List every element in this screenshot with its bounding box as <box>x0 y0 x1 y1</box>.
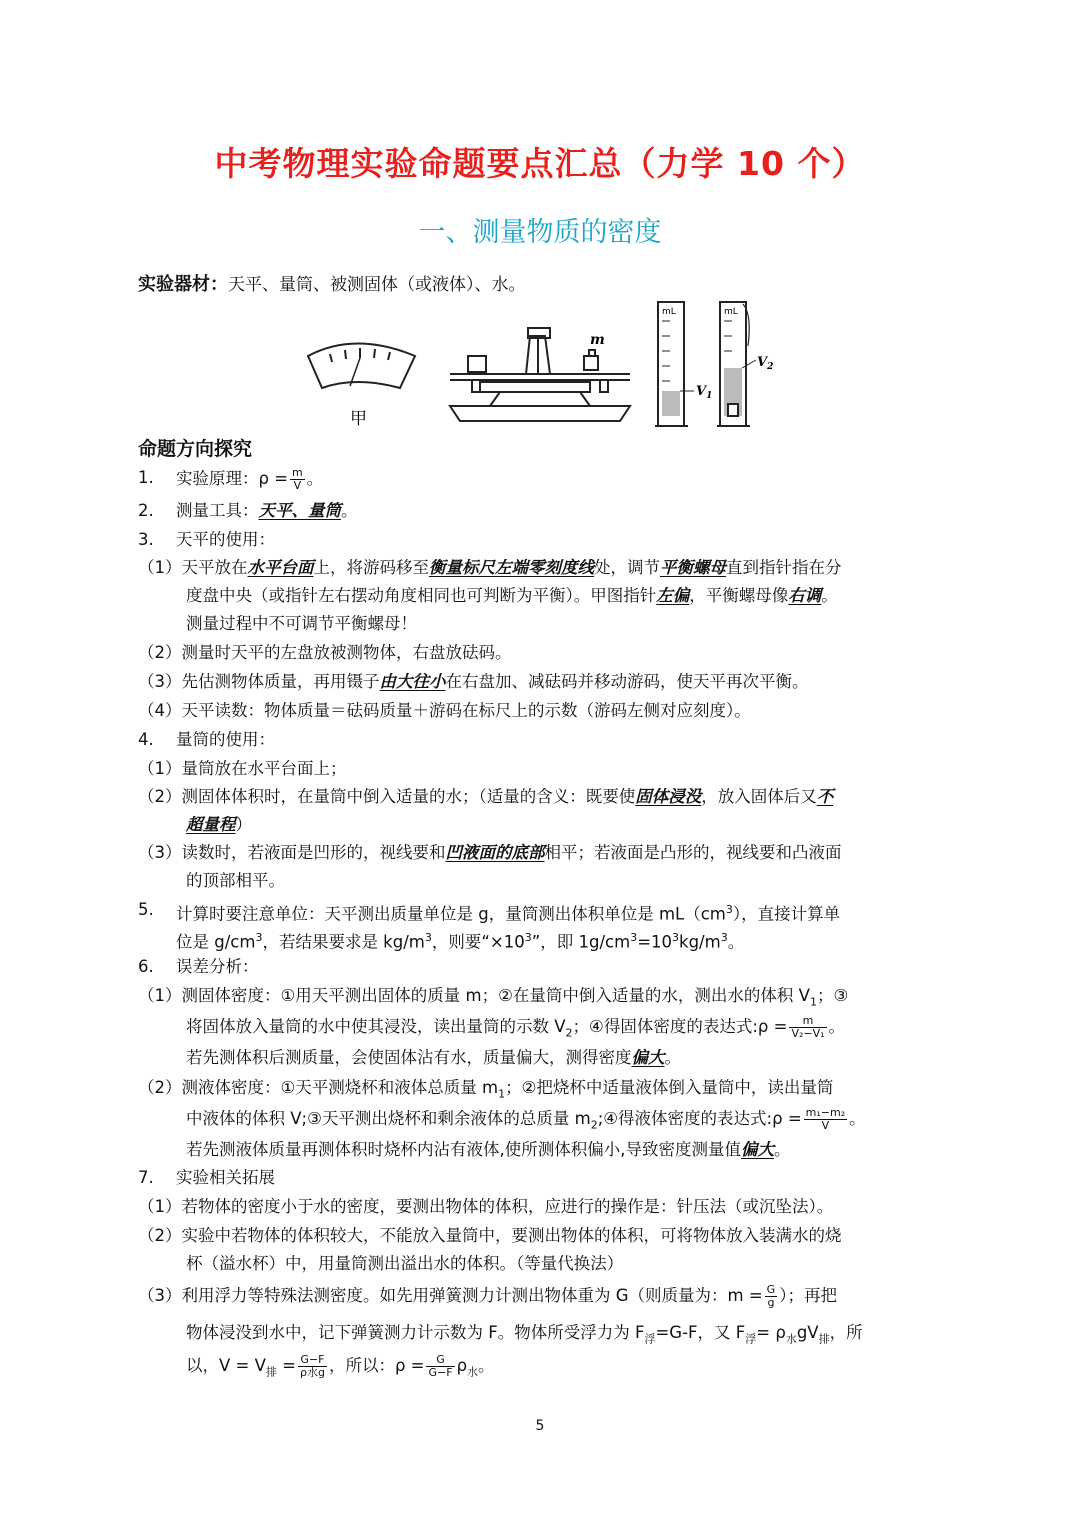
text: 。 <box>828 1017 846 1036</box>
item-6 <box>138 956 259 978</box>
denominator: G−F <box>428 1366 453 1379</box>
subscript: 2 <box>590 1118 598 1132</box>
text: ，所以：ρ = <box>328 1356 425 1375</box>
mass-fraction <box>765 1284 778 1309</box>
item-7-text: 实验相关拓展 <box>176 1168 275 1187</box>
item-number: 6. <box>138 957 154 976</box>
item-7-1: （1）若物体的密度小于水的密度，要测出物体的体积，应进行的操作是：针压法（或沉坠法）。 <box>138 1197 834 1216</box>
solid-density-fraction <box>789 1015 826 1040</box>
text: 以，V = V <box>186 1356 266 1375</box>
numerator: G <box>766 1283 776 1296</box>
numerator: m₁−m₂ <box>805 1106 846 1119</box>
item-2 <box>138 500 358 522</box>
text: 相平；若液面是凸形的，视线要和凸液面 <box>544 843 842 862</box>
item-3-1-line-3: 测量过程中不可调节平衡螺母！ <box>186 614 417 633</box>
subscript: 水 <box>467 1365 479 1379</box>
key-term: 偏大 <box>631 1048 665 1067</box>
key-term: 右调 <box>788 586 822 605</box>
item-3-4: （4）天平读数：物体质量＝砝码质量＋游码在标尺上的示数（游码左侧对应刻度）。 <box>138 701 751 720</box>
dial-label: 甲 <box>350 409 367 429</box>
item-4-text: 量筒的使用： <box>176 730 275 749</box>
text: （3）读数时，若液面是凹形的，视线要和 <box>138 843 446 862</box>
subscript: 水 <box>785 1332 797 1346</box>
text: 直到指针指在分 <box>726 558 842 577</box>
text: 位是 g/cm <box>176 932 256 952</box>
superscript: 3 <box>672 931 680 944</box>
text: 中液体的体积 V;③天平测出烧杯和剩余液体的总质量 m <box>186 1109 591 1128</box>
item-2-text <box>176 500 358 522</box>
key-term: 不 <box>816 787 834 806</box>
cylinder-2-unit: mL <box>724 307 738 317</box>
text: （2）测液体密度：①天平测烧杯和液体总质量 m <box>138 1078 499 1097</box>
item-6-1-line-3 <box>186 1047 681 1069</box>
key-term: 衡量标尺左端零刻度线 <box>429 558 594 577</box>
item-5-line-1 <box>138 899 841 924</box>
text: kg/m <box>679 932 721 952</box>
density-fraction <box>290 467 305 492</box>
superscript: 3 <box>630 931 638 944</box>
denominator: V <box>293 479 302 492</box>
superscript: 3 <box>424 931 432 944</box>
item-3-2: （2）测量时天平的左盘放被测物体，右盘放砝码。 <box>138 643 512 662</box>
key-term: 天平、量筒 <box>258 501 341 520</box>
item-7-3-line-2 <box>186 1322 863 1350</box>
item-7-3-line-3 <box>186 1354 495 1383</box>
page-number: 5 <box>535 1418 545 1434</box>
text: （3）先估测物体质量，再用镊子 <box>138 672 380 691</box>
mass-label: m <box>590 332 605 348</box>
text: ；②把烧杯中适量液体倒入量筒中，读出量筒 <box>505 1078 834 1097</box>
text: gV <box>796 1323 819 1342</box>
key-term: 左偏 <box>656 586 690 605</box>
subscript: 1 <box>498 1087 506 1101</box>
text: =G-F，又 F <box>655 1323 746 1342</box>
text: （2）测固体体积时，在量筒中倒入适量的水；（适量的含义：既要使 <box>138 787 636 806</box>
key-term: 凹液面的底部 <box>445 843 545 862</box>
item-4-3-line-1 <box>138 842 842 864</box>
key-term: 固体浸没 <box>635 787 702 806</box>
text: 。 <box>306 469 324 488</box>
text: 若先测液体质量再测体积时烧杯内沾有液体,使所测体积偏小,导致密度测量值 <box>186 1140 741 1159</box>
numerator: m <box>789 1015 826 1028</box>
text: 物体浸没到水中，记下弹簧测力计示数为 F。物体所受浮力为 F <box>186 1323 645 1342</box>
volume-fraction <box>298 1354 327 1379</box>
item-1 <box>138 466 324 492</box>
key-term: 超量程 <box>186 815 236 834</box>
denominator: V₂−V₁ <box>791 1027 825 1040</box>
item-3-3 <box>138 671 809 693</box>
text: 实验原理：ρ = <box>176 469 289 488</box>
key-term: 平衡螺母 <box>660 558 726 577</box>
item-3-1-line-1 <box>138 557 842 579</box>
text: ）；再把 <box>779 1286 837 1305</box>
numerator: G−F <box>298 1354 327 1367</box>
cylinder-1-unit: mL <box>662 307 676 317</box>
item-3-text: 天平的使用： <box>176 530 275 549</box>
numerator: G <box>426 1354 454 1367</box>
text: （1）天平放在 <box>138 558 248 577</box>
item-3-1-line-2 <box>186 585 838 607</box>
text: ，若结果要求是 kg/m <box>262 932 425 952</box>
text: ”，即 1g/cm <box>531 932 631 952</box>
item-7 <box>138 1167 275 1189</box>
text: （3）利用浮力等特殊法测密度。如先用弹簧测力计测出物体重为 G（则质量为：m = <box>138 1286 763 1305</box>
key-term: 水平台面 <box>247 558 314 577</box>
item-6-1-line-1 <box>138 985 848 1013</box>
item-3 <box>138 529 275 551</box>
equipment-label: 实验器材： <box>138 274 228 295</box>
text: 测量工具： <box>176 501 259 520</box>
equipment-text: 天平、量筒、被测固体（或液体）、水。 <box>228 275 526 295</box>
text: 。 <box>821 586 838 605</box>
text: 度盘中央（或指针左右摆动角度相同也可判断为平衡）。甲图指针 <box>186 586 657 605</box>
text: ；④得固体密度的表达式:ρ = <box>572 1017 788 1036</box>
key-term: 由大往小 <box>379 672 446 691</box>
text: ，放入固体后又 <box>701 787 817 806</box>
subscript: 2 <box>565 1026 573 1040</box>
denominator: V <box>821 1119 830 1132</box>
superscript: 3 <box>524 931 532 944</box>
item-5-line-2 <box>176 927 744 954</box>
superscript: 3 <box>720 931 728 944</box>
text: 计算时要注意单位：天平测出质量单位是 g，量筒测出体积单位是 mL（cm <box>176 904 726 924</box>
item-7-3-line-1 <box>138 1284 837 1309</box>
equipment-line <box>138 270 526 296</box>
text: ;④得液体密度的表达式:ρ = <box>597 1109 802 1128</box>
item-4-1: （1）量筒放在水平台面上； <box>138 759 347 778</box>
text: （1）测固体密度：①用天平测出固体的质量 m；②在量筒中倒入适量的水，测出水的体积 V <box>138 986 810 1005</box>
text: 。 <box>664 1048 681 1067</box>
item-6-1-line-2 <box>186 1015 845 1044</box>
text: 在右盘加、减砝码并移动游码，使天平再次平衡。 <box>445 672 809 691</box>
text: 将固体放入量筒的水中使其浸没，读出量筒的示数 V <box>186 1017 566 1036</box>
item-number: 1. <box>138 468 154 487</box>
subscript: 浮 <box>644 1332 656 1346</box>
item-4 <box>138 729 275 751</box>
text: ），直接计算单 <box>732 904 841 924</box>
text: 。 <box>727 932 745 952</box>
denominator: ρ水g <box>299 1366 325 1379</box>
subscript: 排 <box>265 1365 277 1379</box>
v2-label: $V_2$ <box>757 355 774 372</box>
item-7-2-line-1: （2）实验中若物体的体积较大，不能放入量筒中，要测出物体的体积，可将物体放入装满水的烧 <box>138 1226 842 1245</box>
item-5-text <box>176 899 840 926</box>
superscript: 3 <box>725 903 733 916</box>
text: ρ <box>456 1356 468 1375</box>
text: 处，调节 <box>594 558 660 577</box>
item-number: 3. <box>138 530 154 549</box>
denominator: g <box>767 1296 775 1309</box>
cylinder-2-figure <box>717 302 756 426</box>
text: = <box>276 1356 296 1375</box>
text: ，平衡螺母像 <box>689 586 789 605</box>
buoyancy-density-fraction <box>426 1354 454 1379</box>
superscript: 3 <box>255 931 263 944</box>
item-7-2-line-2: 杯（溢水杯）中，用量筒测出溢出水的体积。（等量代换法） <box>186 1254 624 1273</box>
item-4-2-line-2 <box>186 814 252 836</box>
text: 上，将游码移至 <box>313 558 429 577</box>
item-number: 2. <box>138 501 154 520</box>
section-heading: 一、测量物质的密度 <box>418 217 662 248</box>
page-title: 中考物理实验命题要点汇总（力学 10 个） <box>214 144 866 183</box>
topic-heading: 命题方向探究 <box>138 438 253 460</box>
key-term: 偏大 <box>741 1140 774 1159</box>
item-4-3-line-2: 的顶部相平。 <box>186 871 285 890</box>
item-number: 7. <box>138 1168 154 1187</box>
text: 。 <box>774 1140 791 1159</box>
item-6-2-line-2 <box>186 1107 866 1136</box>
numerator: m <box>292 466 303 479</box>
cylinder-1-figure <box>655 302 694 426</box>
subscript: 1 <box>809 995 817 1009</box>
item-6-text: 误差分析： <box>176 957 259 976</box>
item-6-2-line-1 <box>138 1077 833 1105</box>
item-number: 4. <box>138 730 154 749</box>
text: ） <box>235 815 252 834</box>
text: = ρ <box>756 1323 786 1342</box>
apparatus-figures <box>300 296 800 436</box>
item-6-2-line-3 <box>186 1139 791 1161</box>
text: ；③ <box>816 986 849 1005</box>
subscript: 浮 <box>745 1332 757 1346</box>
text: ，所 <box>829 1323 863 1342</box>
text: =10 <box>637 932 673 952</box>
item-4-2-line-1 <box>138 786 833 808</box>
text: 若先测体积后测质量，会使固体沾有水，质量偏大，测得密度 <box>186 1048 632 1067</box>
balance-dial-figure <box>308 344 415 389</box>
text: 。 <box>849 1109 866 1128</box>
v1-label: $V_1$ <box>696 384 713 401</box>
liquid-density-fraction <box>804 1107 847 1132</box>
item-number: 5. <box>138 900 154 919</box>
text: 。 <box>478 1356 495 1375</box>
text: ，则要“×10 <box>431 932 525 952</box>
item-1-text <box>176 467 323 492</box>
subscript: 排 <box>818 1332 830 1346</box>
text: 。 <box>341 501 358 520</box>
